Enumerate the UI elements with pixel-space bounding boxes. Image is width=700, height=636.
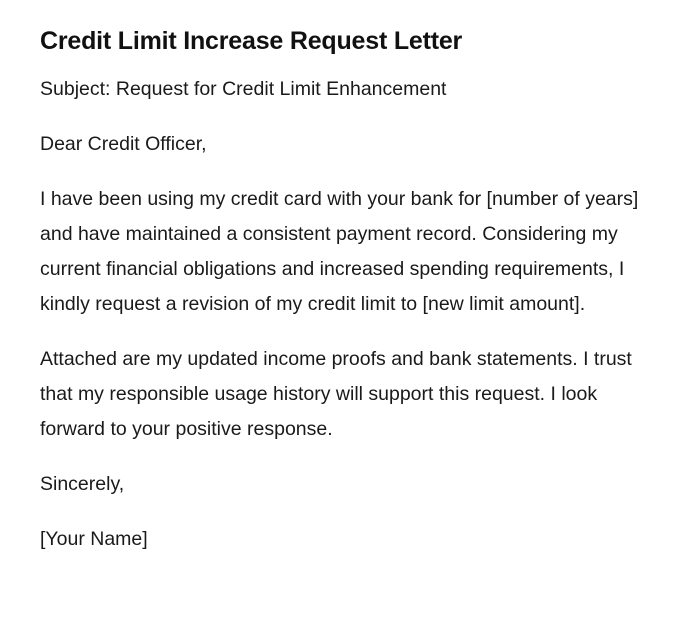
letter-subject: Subject: Request for Credit Limit Enhancement [40, 78, 447, 100]
letter-body-paragraph-2: Attached are my updated income proofs and bank statements. I trust that my responsible usage history will support this request. I look forward to your positive response. [40, 348, 632, 440]
letter-closing: Sincerely, [40, 473, 125, 495]
letter-body-paragraph-1: I have been using my credit card with your bank for [number of years] and have maintained a consistent payment record. Considering my current financial obligations and increased spending requirements, I kindly request a revision of my credit limit to [new limit amount]. [40, 188, 639, 315]
letter-title: Credit Limit Increase Request Letter [40, 27, 463, 55]
letter-salutation: Dear Credit Officer, [40, 133, 207, 155]
letter-signature: [Your Name] [40, 528, 148, 550]
